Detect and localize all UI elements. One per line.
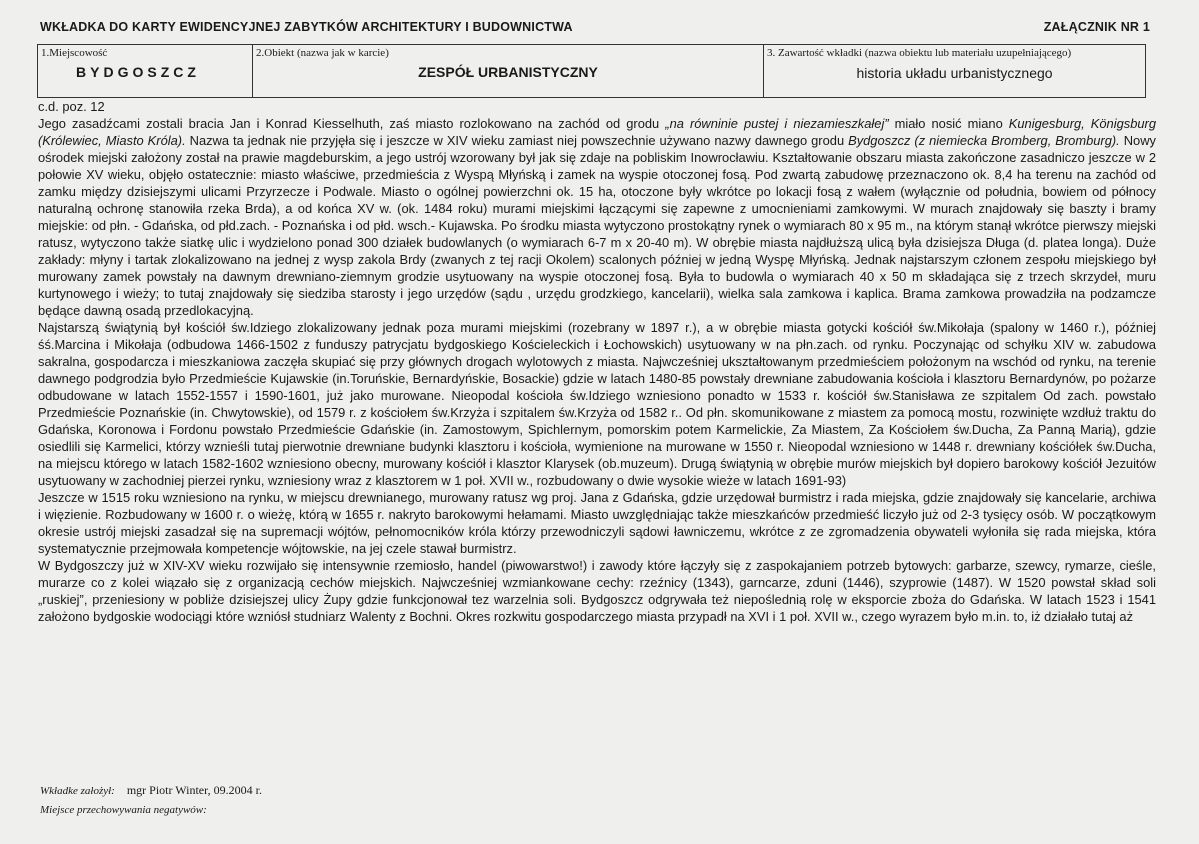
object-label: 2.Obiekt (nazwa jak w karcie) bbox=[256, 47, 389, 59]
negatives-label: Miejsce przechowywania negatywów: bbox=[40, 804, 207, 816]
negatives-line bbox=[40, 804, 207, 816]
attachment-number: ZAŁĄCZNIK NR 1 bbox=[1043, 20, 1150, 34]
p1-e: Nazwa ta jednak nie przyjęła się i jeszcze w XIV wieku zamiast niej powszechnie używano nazwy dawnego grodu bbox=[185, 133, 849, 148]
place-value: BYDGOSZCZ bbox=[76, 64, 200, 80]
header-fields bbox=[37, 44, 1146, 98]
p1-d: Kunigesburg, Königsburg (Królewiec, Miasto Króla). bbox=[38, 116, 1156, 148]
p1-g: Nowy ośrodek miejski założony został na prawie magdeburskim, a jego ustrój wzorowany był jak się zdaje na pobliskim Inowrocławiu. Kształtowanie obszaru miasta zakończone zasadniczo jeszcze w 2 połowie XV wieku, objęło ostatecznie: miasto właściwe, przedmieścia z Wyspą Młyńską i zamek na wyspie otoczonej fosą. Pod zwartą zabudowę przeznaczono ok. 8,4 ha terenu na zachód od zamku między dzisiejszymi ulicami Przyrzecze i Podwale. Miasto o ogólnej powierzchni ok. 15 ha, otoczone były wkrótce po lokacji fosą z wałem (wyłącznie od południa, bowiem od północy naturalną ochronę stanowiła rzeka Brda), a od końca XV w. (ok. 1484 roku) murami miejskimi łączącymi się zapewne z umocnieniami zamkowymi. W murach znajdowały się baszty i bramy miejskie: od płn. - Gdańska, od płd.zach. - Poznańska i od płd. wsch.- Kujawska. Po środku miasta wytyczono prostokątny rynek o wymiarach 80 x 95 m., na którym stanął wkrótce pierwszy miejski ratusz, wytyczono także siatkę ulic i wydzielono ponad 300 działek budowlanych (o wymiarach 6-7 m x 20-40 m). W obrębie miasta najdłuższą ulicą była dzisiejsza Długa (d. platea longa). Duże zakłady: młyny i tartak zlokalizowano na jednej z wysp zakola Brdy (zwanych z tej racji Okolem) scalonych później w jedną Wyspę Młyńską. Jednak najstarszym członem zespołu miejskiego był murowany zamek powstały na dawnym drewniano-ziemnym grodzie usytuowany na wyspie otoczonej fosą. Była to budowla o wymiarach 40 x 50 m składająca się z trzech skrzydeł, muru kurtynowego i wieży; to tutaj znajdowały się siedziba starosty i jego urzędów (sądu , urzędu grodzkiego, kancelarii), wielka sala zamkowa i kaplica. Brama zamkowa prowadziła na podzamcze będące dawną osadą przedlokacyjną. bbox=[38, 133, 1156, 318]
content-label: 3. Zawartość wkładki (nazwa obiektu lub materiału uzupełniającego) bbox=[767, 47, 1072, 59]
author-value: mgr Piotr Winter, 09.2004 r. bbox=[126, 783, 262, 797]
header bbox=[40, 20, 1150, 34]
content-box bbox=[764, 45, 1145, 97]
paragraph-4: W Bydgoszczy już w XIV-XV wieku rozwijało się intensywnie rzemiosło, handel (piwowarstwo!) i zawody które łączyły się z zaspokajaniem potrzeb bytowych: garbarze, szewcy, rymarze, cieśle, murarze co z kolei wiązało się z organizacją cechów miejskich. Najwcześniej wzmiankowane cechy: rzeźnicy (1343), garncarze, zduni (1446), szyprowie (1487). W 1520 powstał skład soli „ruskiej”, przeniesiony w pobliże dzisiejszej ulicy Żupy gdzie funkcjonował tez warzelnia soli. Bydgoszcz odgrywała też niepoślednią rolę w eksporcie zboża do Gdańska. W latach 1523 i 1541 założono bydgoskie wodociągi które wzniósł studniarz Walenty z Bochni. Okres rozkwitu gospodarczego miasta przypadł na XVI i 1 poł. XVII w., czego wyrazem było m.in. to, iż działało tutaj aż bbox=[38, 558, 1156, 624]
p1-c: miało nosić miano bbox=[888, 116, 1009, 131]
continuation-ref: c.d. poz. 12 bbox=[38, 99, 105, 114]
object-value: ZESPÓŁ URBANISTYCZNY bbox=[418, 64, 598, 80]
content-value: historia układu urbanistycznego bbox=[856, 65, 1053, 81]
body-text bbox=[38, 98, 1156, 625]
author-line bbox=[40, 783, 262, 798]
p1-f: Bydgoszcz (z niemiecka Bromberg, Bromburg). bbox=[848, 133, 1120, 148]
object-box bbox=[253, 45, 764, 97]
paragraph-1 bbox=[38, 115, 1156, 319]
document-title: WKŁADKA DO KARTY EWIDENCYJNEJ ZABYTKÓW ARCHITEKTURY I BUDOWNICTWA bbox=[40, 20, 573, 34]
paragraph-3: Jeszcze w 1515 roku wzniesiono na rynku, w miejscu drewnianego, murowany ratusz wg proj. Jana z Gdańska, gdzie urzędował burmistrz i rada miejska, gdzie znajdowały się kancelarie, archiwa i więzienie. Rozbudowany w 1600 r. o wieżę, którą w 1655 r. nakryto barokowymi hełamami. Miasto uwzględniając także mieszkańców przedmieść liczyło już od 2-3 tysięcy osób. W początkowym okresie ustrój miejski zasadzał się na supremacji wójtów, pełnomocników króla którzy przewodniczyli sądowi ławniczemu, wkrótce z ze zgromadzenia obywateli wyłoniła się rada miejska, która systematycznie przejmowała kompetencje wójtowskie, na jej czele stawał burmistrz. bbox=[38, 490, 1156, 556]
place-label: 1.Miejscowość bbox=[41, 47, 108, 59]
paragraph-2: Najstarszą świątynią był kościół św.Idziego zlokalizowany jednak poza murami miejskimi (rozebrany w 1897 r.), a w obrębie miasta gotycki kościół św.Mikołaja (spalony w 1460 r.), później śś.Marcina i Mikołaja (odbudowa 1466-1502 z funduszy patrycjatu bydgoskiego Kościeleckich i Łochowskich) usytuowany w na płn.zach. od rynku. Poczynając od schyłku XIV w. zabudowa sakralna, gospodarcza i mieszkaniowa zaczęła skupiać się przy głównych drogach wylotowych z miasta. Najwcześniej ukształtowanym przedmieściem położonym na wschód od rynku, na terenie dawnego podgrodzia było Przedmieście Kujawskie (in.Toruńskie, Bernardyńskie, Bosackie) gdzie w latach 1480-85 powstały drewniane zabudowania kościoła i klasztoru Bernardynów, po pożarze odbudowane w latach 1552-1557 i 1590-1601, już jako murowane. Nieopodal kościoła św.Idziego wzniesiono ponadto w 1533 r. kościół św.Stanisława ze szpitalem Od zach. powstało Przedmieście Poznańskie (in. Chwytowskie), od 1579 r. z kościołem św.Krzyża i szpitalem św.Krzyża od 1582 r.. Od płn. skomunikowane z miastem za pomocą mostu, rozwinięte wzdłuż traktu do Gdańska, Koronowa i Fordonu powstało Przedmieście Gdańskie (in. Zamostowym, Spichlernym, pomorskim potem Karmelickie, Za Miastem, Za Kościołem św.Ducha, Za Panną Marią), gdzie osiedlili się Karmelici, którzy wznieśli tutaj pierwotnie drewniane budynki klasztoru i kościoła, wymienione na murowane w 1550 r. Nieopodal wzniesiono w 1448 r. drewniany kościółek św.Ducha, na miejscu którego w latach 1582-1602 wzniesiono obecny, murowany kościół i klasztor Klarysek (ob.muzeum). Drugą świątynią w obrębie murów miejskich był dopiero barokowy kościół Jezuitów usytuowany w zachodniej pierzei rynku, wzniesiony wraz z klasztorem w 1 poł. XVII w., rozbudowany o dwie wysokie wieże w latach 1691-93) bbox=[38, 320, 1156, 488]
place-box bbox=[38, 45, 253, 97]
p1-b: „na równinie pustej i niezamieszkałej” bbox=[665, 116, 889, 131]
p1-a: Jego zasadźcami zostali bracia Jan i Konrad Kiesselhuth, zaś miasto rozlokowano na zachód od grodu bbox=[38, 116, 666, 131]
author-label: Wkładke założył: bbox=[40, 785, 115, 797]
